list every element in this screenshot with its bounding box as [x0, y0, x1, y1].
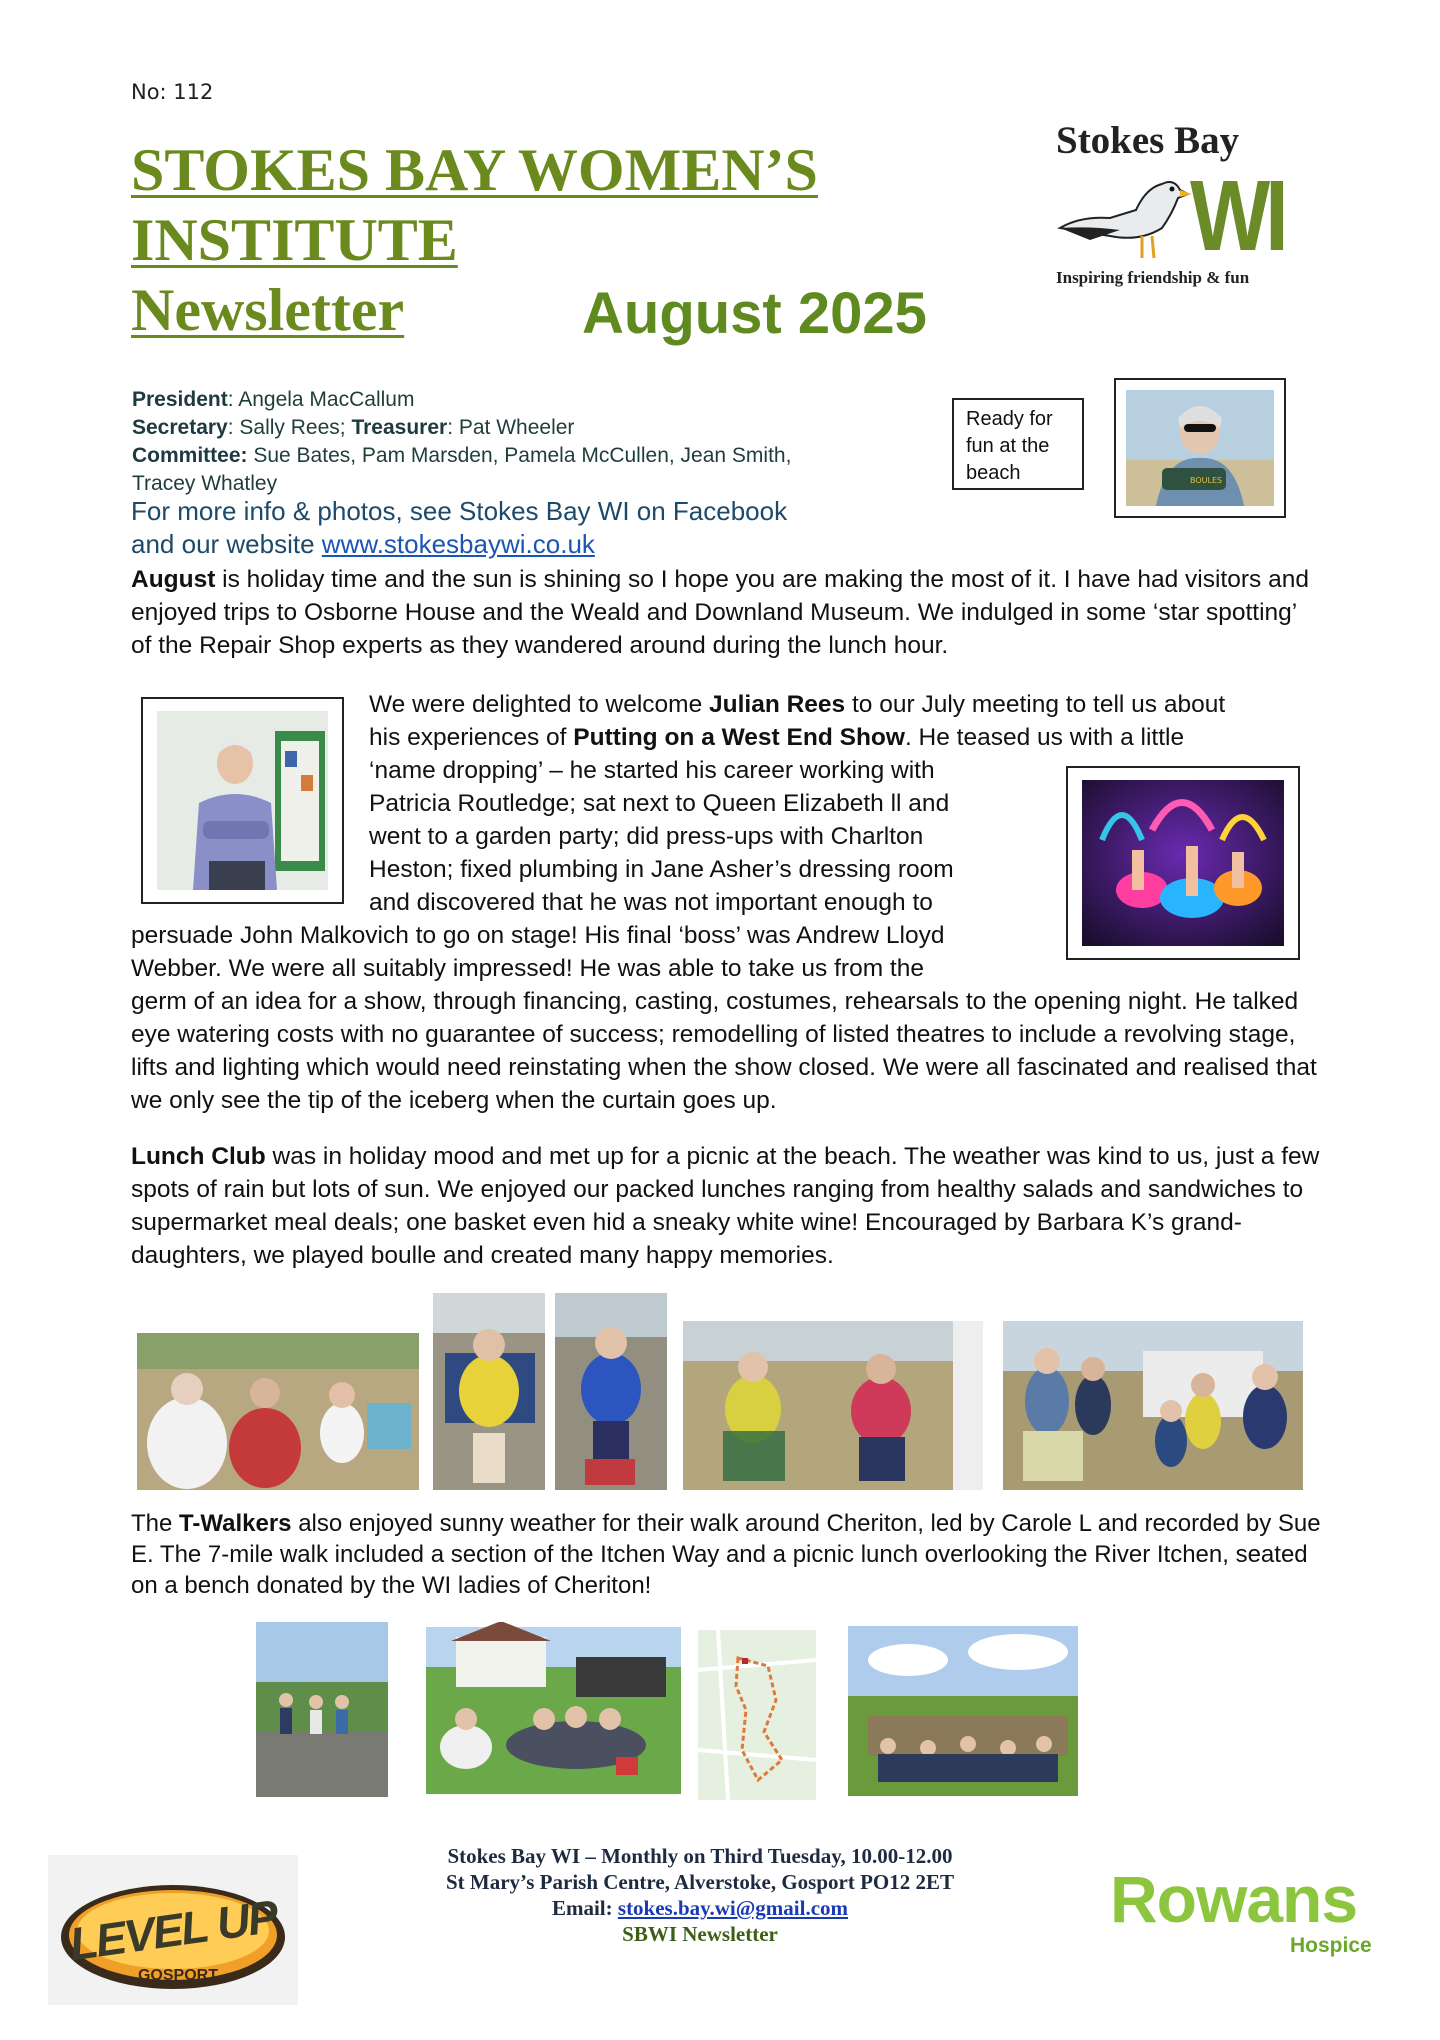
footer-email-label: Email: — [551, 1896, 618, 1920]
rowans-word: Rowans — [1110, 1862, 1358, 1936]
beach-photo-caption: Ready for fun at the beach — [952, 398, 1084, 490]
committee-names: Sue Bates, Pam Marsden, Pamela McCullen, Jean Smith, — [247, 444, 792, 467]
t-walkers-label: T-Walkers — [179, 1510, 292, 1537]
svg-text:BOULES: BOULES — [1190, 476, 1223, 485]
lunch-club-label: Lunch Club — [131, 1143, 266, 1170]
walk-route-map — [698, 1630, 816, 1800]
lunch-club-photos — [137, 1293, 1307, 1503]
footer-email-line — [300, 1895, 1100, 1921]
rowans-hospice-logo — [1110, 1862, 1380, 1962]
julian-l2c: . He teased us with a little — [904, 724, 1185, 751]
walkers-prefix: The — [131, 1510, 180, 1537]
committee-line — [132, 442, 852, 470]
footer-email-link[interactable]: stokes.bay.wi@gmail.com — [617, 1896, 849, 1920]
footer-newsletter-name: SBWI Newsletter — [622, 1922, 778, 1946]
julian-talk-title: Putting on a West End Show — [573, 724, 905, 751]
website-prefix: and our website — [131, 529, 322, 559]
secretary-label: Secretary — [132, 416, 228, 439]
treasurer-label: Treasurer — [351, 416, 448, 439]
lunch-club-paragraph — [131, 1140, 1321, 1272]
julian-l1a: We were delighted to welcome — [369, 691, 709, 718]
secretary-treasurer-line — [132, 414, 852, 442]
level-up-word: LEVEL UP — [66, 1889, 280, 1971]
level-up-gosport-logo — [48, 1855, 298, 2005]
t-walkers-text: also enjoyed sunny weather for their walk around Cheriton, led by Carole L and recorded by Sue E. The 7-mile walk included a section of the Itchen Way and a picnic lunch overlooking the River Itchen, seated on a bench donated by the WI ladies of Cheriton! — [131, 1510, 1321, 1599]
walk-photo-1 — [256, 1622, 388, 1797]
lunch-photo-3 — [555, 1293, 667, 1490]
footer-venue: St Mary’s Parish Centre, Alverstoke, Gosport PO12 2ET — [445, 1870, 955, 1894]
officers-list — [132, 386, 852, 498]
walk-photos — [256, 1622, 1078, 1802]
footer-meeting-time: Stokes Bay WI – Monthly on Third Tuesday, 10.00-12.00 — [447, 1844, 953, 1868]
t-walkers-paragraph — [131, 1508, 1321, 1601]
president-label: President — [132, 388, 228, 411]
treasurer-name: : Pat Wheeler — [447, 416, 575, 439]
julian-line-4: Patricia Routledge; sat next to Queen Elizabeth ll and — [369, 790, 950, 817]
facebook-line: For more info & photos, see Stokes Bay WI on Facebook — [131, 496, 788, 526]
lunch-club-text: was in holiday mood and met up for a picnic at the beach. The weather was kind to us, just a few spots of rain but lots of sun. We enjoyed our packed lunches ranging from healthy salads and sandwiches to supermarket meal deals; one basket even hid a sneaky white wine! Encouraged by Barbara K’s grand-daughters, we played boulle and created many happy memories. — [131, 1143, 1320, 1269]
logo-name: Stokes Bay — [1056, 119, 1240, 162]
intro-paragraph — [131, 563, 1321, 662]
intro-bold: August — [131, 566, 216, 593]
julian-line-9: Webber. We were all suitably impressed! He was able to take us from the — [131, 955, 924, 982]
julian-line-3: ‘name dropping’ – he started his career working with — [369, 757, 935, 784]
committee-label: Committee: — [132, 444, 248, 467]
issue-number: No: 112 — [131, 80, 214, 104]
julian-rest: germ of an idea for a show, through financing, casting, costumes, rehearsals to the opening night. He talked eye watering costs with no guarantee of success; remodelling of listed theatres to include a revolving stage, lifts and lighting which would need reinstating when the show closed. We were all fascinated and realised that we only see the tip of the iceberg when the curtain goes up. — [131, 988, 1317, 1114]
julian-line-1 — [131, 688, 1321, 721]
stokes-bay-wi-logo — [1050, 118, 1310, 298]
lunch-photo-4 — [683, 1321, 983, 1490]
julian-l1c: to our July meeting to tell us about — [845, 691, 1226, 718]
walk-photo-2 — [426, 1622, 681, 1794]
julian-line-8: persuade John Malkovich to go on stage! His final ‘boss’ was Andrew Lloyd — [131, 922, 945, 949]
lunch-photo-1 — [137, 1333, 419, 1490]
logo-tagline: Inspiring friendship & fun — [1056, 268, 1250, 287]
lunch-photo-5 — [1003, 1321, 1303, 1490]
julian-line-5: went to a garden party; did press-ups with Charlton — [369, 823, 924, 850]
beach-photo-image — [1126, 390, 1274, 506]
julian-paragraph — [131, 688, 1321, 1117]
rowans-sub: Hospice — [1290, 1934, 1372, 1957]
lunch-photo-2 — [433, 1293, 545, 1490]
committee-line-2: Tracey Whatley — [132, 472, 278, 495]
beach-photo — [1114, 378, 1286, 518]
intro-text: is holiday time and the sun is shining so I hope you are making the most of it. I have had visitors and enjoyed trips to Osborne House and the Weald and Downland Museum. We indulged in some ‘star spotting’ of the Repair Shop experts as they wandered around during the lunch hour. — [131, 566, 1309, 659]
julian-l2a: his experiences of — [369, 724, 574, 751]
julian-speaker: Julian Rees — [709, 691, 846, 718]
title-line-3: Newsletter — [131, 277, 405, 343]
president-name: : Angela MacCallum — [227, 388, 415, 411]
more-info — [131, 495, 787, 561]
julian-line-2 — [131, 721, 1321, 754]
julian-line-6: Heston; fixed plumbing in Jane Asher’s dressing room — [369, 856, 954, 883]
footer-details — [300, 1843, 1100, 1947]
julian-line-7: and discovered that he was not important enough to — [369, 889, 933, 916]
issue-month: August 2025 — [582, 281, 927, 346]
title-line-1: STOKES BAY WOMEN’S — [131, 137, 818, 203]
website-line — [131, 528, 787, 561]
president-line — [132, 386, 852, 414]
logo-letters: WI — [1190, 160, 1284, 272]
secretary-name: : Sally Rees; — [227, 416, 352, 439]
title-line-2: INSTITUTE — [131, 207, 458, 273]
walk-photo-4 — [848, 1626, 1078, 1796]
website-link[interactable]: www.stokesbaywi.co.uk — [321, 529, 595, 559]
level-up-sub: GOSPORT — [137, 1967, 218, 1984]
